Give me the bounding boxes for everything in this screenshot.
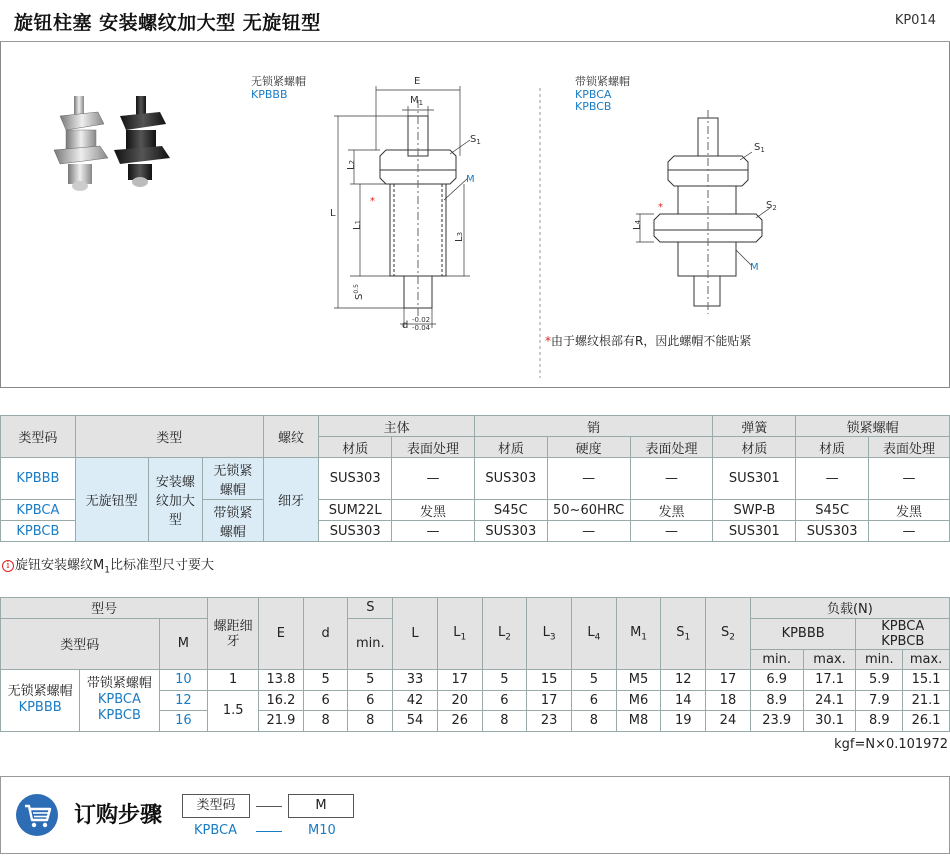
svg-text:-0.04: -0.04 (412, 324, 431, 332)
svg-text:L1: L1 (352, 219, 363, 230)
svg-text:L4: L4 (632, 219, 643, 230)
svg-text:L2: L2 (346, 159, 357, 170)
drawing-with-nut (620, 110, 800, 320)
stainless-plunger (54, 96, 108, 191)
left-caption: 无锁紧螺帽 (251, 75, 306, 88)
table-row: KPBBB 无旋钮型 安装螺纹加大型 无锁紧螺帽 细牙 SUS303 — SUS303 — — SUS301 — — (1, 458, 950, 500)
product-code: KP014 (894, 13, 936, 28)
dimension-table: 型号 螺距细牙 E d S L $L_1$ $L_2$ $L_3$ $L_4$ $M_1$ $S_1$ $S_2$ 负载(N) 类型码 M min. KPBBB KPBCA KPBCB min. max. min. max. 无锁紧螺帽 KPBBB 带锁紧螺帽 KPBCA KPBCB 10 1 13.8 5 5 33 17 5 15 5 M5 12 17 6.9 17.1 5.9 15.1 12 1.5 16.2 6 6 42 20 6 17 6 M6 14 18 8.9 24.1 7.9 21.1 16 21.9 8 8 54 26 8 23 8 M8 19 24 23.9 30.1 8.9 26.1 (0, 597, 950, 732)
cart-icon (16, 794, 58, 836)
unit-conversion: kgf=N×0.101972 (834, 737, 948, 752)
dim-E: E (414, 76, 421, 87)
spec-table: 类型码 类型 螺纹 主体 销 弹簧 锁紧螺帽 材质 表面处理 材质 硬度 表面处理 材质 材质 表面处理 KPBBB 无旋钮型 安装螺纹加大型 无锁紧螺帽 细牙 SUS303 — SUS303 — — SUS301 — — KPBCA 带锁紧螺帽 SUM22L 发黑 S45C 50~60HRC 发黑 SWP-B S45C 发黑 KPBCB SUS303 — SUS303 — — SUS301 SUS303 — (0, 415, 950, 542)
right-code-1: KPBCA (575, 88, 612, 101)
svg-text:*: * (658, 202, 663, 213)
product-photo (48, 92, 180, 198)
figure-divider (538, 88, 542, 378)
dim-M: M (466, 174, 475, 185)
black-plunger (114, 96, 170, 187)
svg-text:S2: $S_2$ (766, 200, 777, 212)
order-example-m: M10 (308, 823, 336, 838)
figure-footnote: *由于螺纹根部有R，因此螺帽不能贴紧 (545, 334, 752, 348)
svg-text:L3: L3 (454, 231, 465, 242)
order-box-m: M (288, 794, 354, 818)
order-title: 订购步骤 (74, 803, 163, 828)
drawing-no-nut (320, 70, 500, 335)
order-box-code: 类型码 (182, 794, 250, 818)
svg-text:M: M (750, 262, 759, 273)
table-row: 12 1.5 16.2 6 6 42 20 6 17 6 M6 14 18 8.9 24.1 7.9 21.1 (1, 690, 950, 711)
thread-root-star: * (370, 196, 375, 207)
info-icon: i (2, 560, 14, 572)
right-code-2: KPBCB (575, 100, 612, 113)
dim-d: d (402, 320, 409, 331)
svg-text:-0.02: -0.02 (412, 316, 431, 324)
right-caption: 带锁紧螺帽 (575, 75, 630, 88)
order-dash (256, 806, 282, 807)
dim-L: L (330, 208, 336, 219)
svg-text:S0.5: $S^{0.5}$ (353, 284, 365, 300)
table-row: 16 21.9 8 8 54 26 8 23 8 M8 19 24 23.9 30.1 8.9 26.1 (1, 711, 950, 732)
size-note: i 旋钮安装螺纹$M_1$比标准型尺寸要大 (2, 554, 214, 576)
left-code: KPBBB (251, 88, 288, 101)
order-example-dash (256, 831, 282, 832)
svg-text:S1: $S_1$ (470, 134, 481, 146)
order-example-code: KPBCA (194, 823, 238, 838)
table-row: KPBCA 带锁紧螺帽 SUM22L 发黑 S45C 50~60HRC 发黑 SWP-B S45C 发黑 (1, 500, 950, 521)
svg-text:M1: $M_1$ (410, 95, 424, 107)
table-row: 无锁紧螺帽 KPBBB 带锁紧螺帽 KPBCA KPBCB 10 1 13.8 5 5 33 17 5 15 5 M5 12 17 6.9 17.1 5.9 15.1 (1, 670, 950, 691)
page-title: 旋钮柱塞 安装螺纹加大型 无旋钮型 (14, 12, 321, 34)
table-row: KPBCB SUS303 — SUS303 — — SUS301 SUS303 — (1, 521, 950, 542)
svg-text:S1: $S_1$ (754, 142, 765, 154)
